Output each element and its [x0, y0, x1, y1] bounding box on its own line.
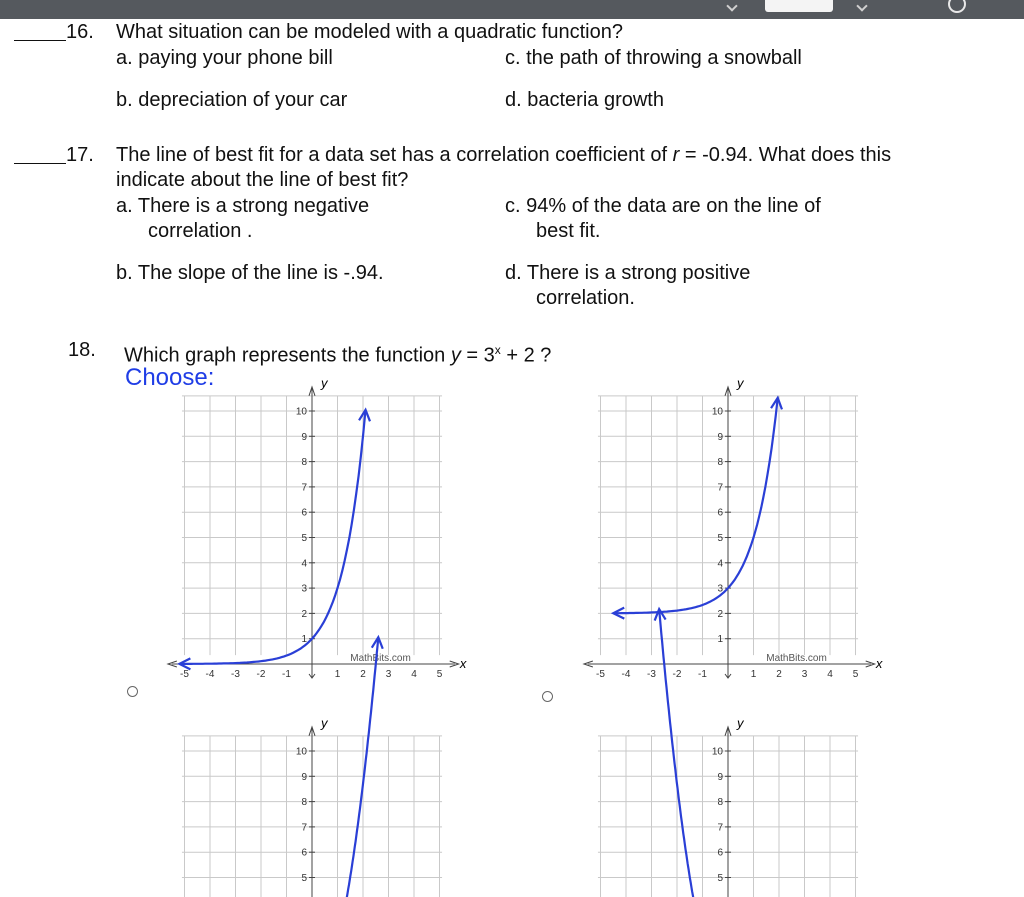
y-tick-label: 9 [301, 771, 307, 783]
y-axis-label: y [737, 375, 744, 391]
y-tick-label: 9 [717, 771, 723, 783]
y-tick-label: 8 [301, 457, 307, 469]
x-tick-label: -5 [596, 669, 605, 680]
watermark-text: MathBits.com [766, 653, 827, 664]
watermark-text: MathBits.com [350, 653, 411, 664]
top-toolbar [0, 0, 1024, 19]
y-axis-label: y [321, 715, 328, 731]
question-17-option-b: b. The slope of the line is -.94. [116, 262, 384, 284]
x-tick-label: -5 [180, 669, 189, 680]
y-tick-label: 1 [717, 634, 723, 646]
y-axis-label: y [737, 715, 744, 731]
radio-option-1[interactable] [127, 686, 138, 697]
y-tick-label: 5 [301, 873, 307, 884]
question-17-option-d: d. There is a strong positive [505, 262, 751, 284]
answer-blank-17 [14, 163, 66, 164]
x-tick-label: 2 [776, 669, 782, 680]
y-tick-label: 8 [717, 797, 723, 809]
question-18-text: Which graph represents the function $y = 3^x + 2$ ? [124, 343, 552, 367]
x-tick-label: 4 [411, 669, 417, 680]
y-tick-label: 9 [717, 431, 723, 443]
y-tick-label: 10 [295, 746, 307, 758]
x-tick-label: -3 [231, 669, 240, 680]
x-tick-label: 3 [385, 669, 392, 680]
question-17-option-c-cont: best fit. [536, 220, 601, 242]
y-tick-label: 9 [301, 431, 307, 443]
chevron-icon[interactable] [856, 0, 867, 11]
x-tick-label: 5 [436, 669, 443, 680]
y-tick-label: 1 [301, 634, 307, 646]
x-tick-label: 5 [852, 669, 859, 680]
x-axis-label: x [875, 656, 883, 671]
graph-option-3 [160, 715, 470, 897]
y-tick-label: 3 [717, 583, 723, 595]
question-16-option-d: d. bacteria growth [505, 89, 664, 111]
y-tick-label: 7 [301, 822, 307, 834]
question-16-option-a: a. paying your phone bill [116, 47, 333, 69]
graph-option-4 [580, 715, 890, 897]
x-tick-label: 1 [334, 669, 341, 680]
question-16-number: 16. [66, 21, 94, 43]
question-16-text: What situation can be modeled with a quadratic function? [116, 21, 623, 43]
x-tick-label: -1 [698, 669, 707, 680]
x-tick-label: -4 [621, 669, 631, 680]
toolbar-button[interactable] [765, 0, 833, 12]
y-tick-label: 2 [301, 608, 307, 620]
question-16-option-c: c. the path of throwing a snowball [505, 47, 802, 69]
y-tick-label: 8 [301, 797, 307, 809]
question-17-text: The line of best fit for a data set has a correlation coefficient of r = -0.94. What does this [116, 144, 892, 166]
chevron-icon[interactable] [726, 0, 737, 11]
y-tick-label: 10 [711, 746, 723, 758]
x-tick-label: -1 [282, 669, 291, 680]
x-tick-label: -3 [647, 669, 656, 680]
y-tick-label: 6 [717, 847, 723, 859]
y-tick-label: 8 [717, 457, 723, 469]
y-tick-label: 10 [711, 406, 723, 418]
y-tick-label: 3 [301, 583, 307, 595]
y-tick-label: 6 [301, 847, 307, 859]
y-tick-label: 5 [717, 873, 723, 884]
choose-label: Choose: [125, 364, 215, 391]
x-tick-label: -2 [672, 669, 682, 680]
y-tick-label: 4 [301, 558, 307, 570]
question-17-option-a: a. There is a strong negative [116, 195, 370, 217]
x-tick-label: 2 [360, 669, 366, 680]
x-tick-label: 4 [827, 669, 833, 680]
x-tick-label: 1 [750, 669, 757, 680]
x-tick-label: 3 [801, 669, 808, 680]
y-tick-label: 7 [717, 482, 723, 494]
y-axis-label: y [321, 375, 328, 391]
y-tick-label: 6 [717, 507, 723, 519]
question-17-number: 17. [66, 144, 94, 166]
question-17-option-a-cont: correlation . [148, 220, 253, 242]
y-tick-label: 10 [295, 406, 307, 418]
refresh-icon[interactable] [948, 0, 966, 13]
y-tick-label: 7 [301, 482, 307, 494]
answer-blank-16 [14, 40, 66, 41]
y-tick-label: 2 [717, 608, 723, 620]
graph-option-1 [160, 375, 470, 690]
y-tick-label: 5 [717, 533, 723, 544]
question-17-option-c: c. 94% of the data are on the line of [505, 195, 821, 217]
question-17-option-d-cont: correlation. [536, 287, 635, 309]
question-16-option-b: b. depreciation of your car [116, 89, 348, 111]
question-17-text-line2: indicate about the line of best fit? [116, 169, 409, 191]
question-18-number: 18. [68, 339, 96, 361]
y-tick-label: 5 [301, 533, 307, 544]
x-tick-label: -4 [205, 669, 215, 680]
x-axis-label: x [459, 656, 467, 671]
graph-option-2 [580, 375, 890, 690]
y-tick-label: 7 [717, 822, 723, 834]
radio-option-2[interactable] [542, 691, 553, 702]
y-tick-label: 6 [301, 507, 307, 519]
y-tick-label: 4 [717, 558, 723, 570]
x-tick-label: -2 [256, 669, 266, 680]
